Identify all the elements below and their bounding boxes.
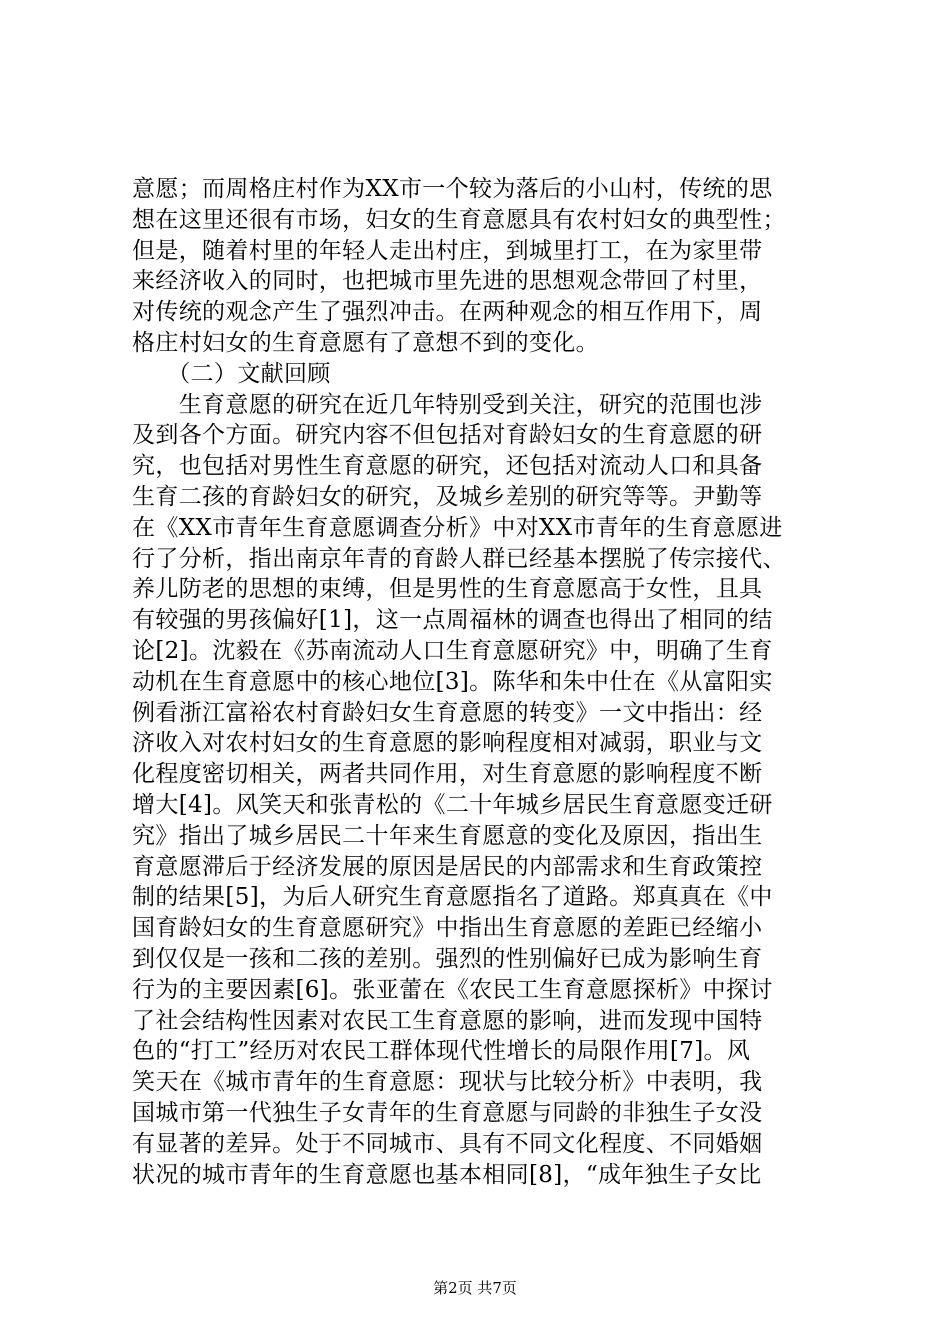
- body-text: [132, 174, 842, 1190]
- text-line: 动机在生育意愿中的核心地位[3]。陈华和朱中仕在《从富阳实: [132, 668, 773, 695]
- text-line: 论[2]。沈毅在《苏南流动人口生育意愿研究》中，明确了生育: [132, 637, 773, 664]
- text-line: 究》指出了城乡居民二十年来生育愿意的变化及原因，指出生: [132, 822, 763, 849]
- text-line: 意愿；而周格庄村作为XX市一个较为落后的小山村，传统的思: [132, 176, 773, 202]
- text-line: 例看浙江富裕农村育龄妇女生育意愿的转变》一文中指出：经: [132, 699, 763, 726]
- text-line: 了社会结构性因素对农民工生育意愿的影响，进而发现中国特: [132, 1007, 763, 1034]
- text-line: 状况的城市青年的生育意愿也基本相同[8]，“成年独生子女比: [132, 1161, 762, 1188]
- text-line: 格庄村妇女的生育意愿有了意想不到的变化。: [132, 329, 599, 356]
- text-line: 到仅仅是一孩和二孩的差别。强烈的性别偏好已成为影响生育: [132, 945, 763, 972]
- text-line: 但是，随着村里的年轻人走出村庄，到城里打工，在为家里带: [132, 237, 763, 264]
- text-line: 国城市第一代独生子女青年的生育意愿与同龄的非独生子女没: [132, 1099, 763, 1126]
- text-line: 行为的主要因素[6]。张亚蕾在《农民工生育意愿探析》中探讨: [132, 976, 773, 1003]
- text-line: 济收入对农村妇女的生育意愿的影响程度相对减弱，职业与文: [132, 730, 763, 757]
- text-line: 养儿防老的思想的束缚，但是男性的生育意愿高于女性，且具: [132, 576, 763, 603]
- text-line: 对传统的观念产生了强烈冲击。在两种观念的相互作用下，周: [132, 299, 763, 326]
- text-line: 育意愿滞后于经济发展的原因是居民的内部需求和生育政策控: [132, 853, 763, 880]
- page-footer: 第2页 共7页: [433, 1279, 517, 1297]
- text-line: 想在这里还很有市场，妇女的生育意愿具有农村妇女的典型性；: [132, 206, 786, 233]
- text-line: 国育龄妇女的生育意愿研究》中指出生育意愿的差距已经缩小: [132, 915, 763, 942]
- text-line: 究，也包括对男性生育意愿的研究，还包括对流动人口和具备: [132, 453, 763, 480]
- text-line: 制的结果[5]，为后人研究生育意愿指名了道路。郑真真在《中: [132, 884, 773, 911]
- text-line: 来经济收入的同时，也把城市里先进的思想观念带回了村里，: [132, 268, 763, 295]
- text-line: 有较强的男孩偏好[1]，这一点周福林的调查也得出了相同的结: [132, 607, 773, 634]
- text-line: 有显著的差异。处于不同城市、具有不同文化程度、不同婚姻: [132, 1130, 763, 1157]
- section-heading: （二）文献回顾: [132, 360, 331, 387]
- text-line: 及到各个方面。研究内容不但包括对育龄妇女的生育意愿的研: [132, 422, 763, 449]
- text-line: 化程度密切相关，两者共同作用，对生育意愿的影响程度不断: [132, 761, 763, 788]
- text-line: 行了分析，指出南京年青的育龄人群已经基本摆脱了传宗接代、: [132, 545, 786, 572]
- text-line: 生育意愿的研究在近几年特别受到关注，研究的范围也涉: [132, 391, 763, 418]
- text-line: 笑天在《城市青年的生育意愿：现状与比较分析》中表明，我: [132, 1069, 763, 1096]
- text-line: 生育二孩的育龄妇女的研究，及城乡差别的研究等等。尹勤等: [132, 483, 763, 510]
- text-line: 在《XX市青年生育意愿调查分析》中对XX市青年的生育意愿进: [132, 514, 783, 541]
- text-line: 增大[4]。风笑天和张青松的《二十年城乡居民生育意愿变迁研: [132, 791, 773, 818]
- text-line: 色的“打工”经历对农民工群体现代性增长的局限作用[7]。风: [132, 1038, 751, 1065]
